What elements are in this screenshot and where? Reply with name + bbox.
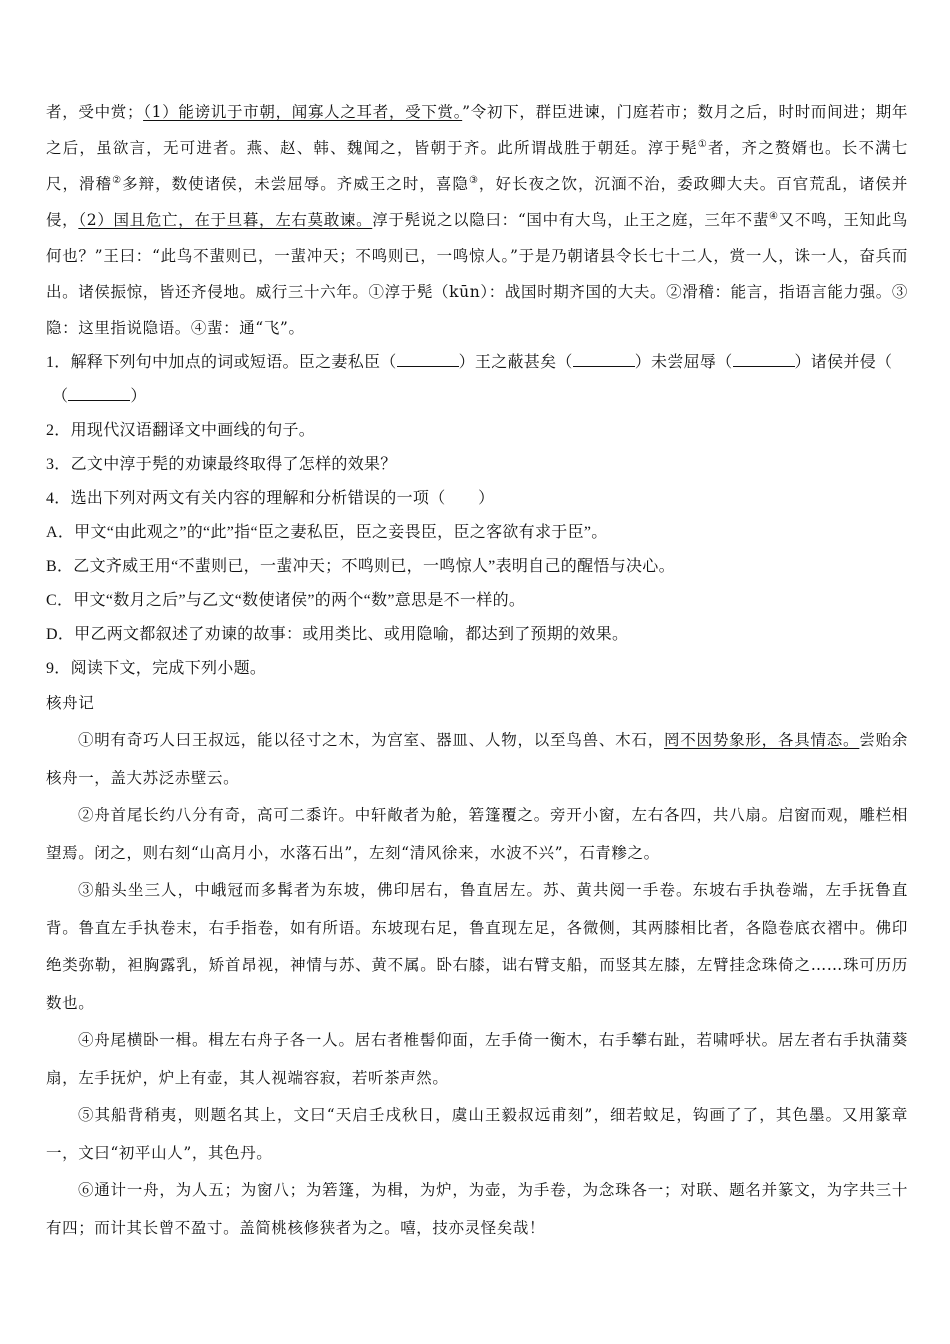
passage-b-text (46, 94, 908, 346)
document-page (46, 94, 908, 1247)
footnote-marker-3: ③ (468, 174, 479, 186)
option-b: B．乙文齐威王用“不蜚则已，一蜚冲天；不鸣则已，一鸣惊人”表明自己的醒悟与决心。 (46, 558, 675, 575)
text-span: ①明有奇巧人曰王叔远，能以径寸之木，为宫室、器皿、人物，以至鸟兽、木石， (78, 731, 664, 749)
article-title: 核舟记 (46, 695, 95, 712)
text-span: 尝贻余核舟一，盖大苏泛赤壁云。 (46, 731, 908, 787)
question-4: 4．选出下列对两文有关内容的理解和分析错误的一项（ ） (46, 490, 495, 507)
text-span: ）诸侯并侵（ (794, 354, 893, 371)
text-span: ”令初下，群臣进谏，门庭若市；数月之后，时时而间进；期年之后，虽欲言，无可进者。燕、赵、韩、魏闻之，皆朝于齐。此所谓战胜于朝廷。淳于髡 (46, 103, 908, 157)
underlined-sentence-2: （2）国且危亡，在于旦暮，左右莫敢谏。 (78, 211, 373, 229)
text-span: 又不鸣，王知此鸟何也？”王曰：“此鸟不蜚则已，一蜚冲天；不鸣则已，一鸣惊人。”于是乃朝诸县令长七十二人，赏一人，诛一人，奋兵而出。诸侯振惊，皆还齐侵地。威行三十六年。①淳于髡（kūn）：战国时期齐国的大夫。②滑稽：能言，指语言能力强。③隐：这里指说隐语。④蜚：通“飞”。 (46, 211, 908, 337)
question-list (46, 346, 908, 686)
option-c: C．甲文“数月之后”与乙文“数使诸侯”的两个“数”意思是不一样的。 (46, 592, 526, 609)
text-span: ）未尝屈辱（ (634, 354, 733, 371)
footnote-marker-2: ② (112, 174, 123, 186)
article-paragraph-1 (46, 722, 908, 797)
article-paragraph-5: ⑤其船背稍夷，则题名其上，文曰“天启壬戌秋日，虞山王毅叔远甫刻”，细若蚊足，钩画了了，其色墨。又用篆章一，文曰“初平山人”，其色丹。 (46, 1106, 908, 1162)
option-d: D．甲乙两文都叙述了劝谏的故事：或用类比、或用隐喻，都达到了预期的效果。 (46, 626, 629, 643)
article-paragraph-3: ③船头坐三人，中峨冠而多髯者为东坡，佛印居右，鲁直居左。苏、黄共阅一手卷。东坡右手执卷端，左手抚鲁直背。鲁直左手执卷末，右手指卷，如有所语。东坡现右足，鲁直现左足，各微侧，其两膝相比者，各隐卷底衣褶中。佛印绝类弥勒，袒胸露乳，矫首昂视，神情与苏、黄不属。卧右膝，诎右臂支船，而竖其左膝，左臂挂念珠倚之……珠可历历数也。 (46, 881, 908, 1012)
answer-blank[interactable] (573, 352, 635, 367)
underlined-sentence-1: （1）能谤讥于市朝，闻寡人之耳者，受下赏。 (143, 103, 463, 121)
question-1: 1．解释下列句中加点的词或短语。臣之妻私臣（ ）王之蔽甚矣（ ）未尝屈辱（ ）诸侯并侵（ （ ） (46, 354, 893, 405)
passage-b (46, 94, 908, 346)
footnote-marker-1: ① (697, 138, 709, 150)
text-span: ） (130, 388, 147, 405)
article-paragraph-2: ②舟首尾长约八分有奇，高可二黍许。中轩敞者为舱，箬篷覆之。旁开小窗，左右各四，共八扇。启窗而观，雕栏相望焉。闭之，则右刻“山高月小，水落石出”，左刻“清风徐来，水波不兴”，石青糁之。 (46, 806, 908, 862)
article-paragraph-4: ④舟尾横卧一楫。楫左右舟子各一人。居右者椎髻仰面，左手倚一衡木，右手攀右趾，若啸呼状。居左者右手执蒲葵扇，左手抚炉，炉上有壶，其人视端容寂，若听茶声然。 (46, 1031, 908, 1087)
option-a: A．甲文“由此观之”的“此”指“臣之妻私臣，臣之妾畏臣，臣之客欲有求于臣”。 (46, 524, 608, 541)
text-span: 淳于髡说之以隐曰：“国中有大鸟，止王之庭，三年不蜚 (372, 211, 770, 229)
answer-blank[interactable] (397, 352, 459, 367)
answer-blank[interactable] (733, 352, 795, 367)
text-span: 多辩，数使诸侯，未尝屈辱。齐威王之时，喜隐 (122, 175, 469, 193)
question-3: 3．乙文中淳于髡的劝谏最终取得了怎样的效果？ (46, 456, 397, 473)
text-span: 者，齐之赘婿也。长不满七尺，滑稽 (46, 139, 909, 193)
text-span: ，好长夜之饮，沉湎不治，委政卿大夫。百官荒乱，诸侯并侵， (46, 175, 908, 229)
footnote-marker-4: ④ (769, 210, 779, 222)
underlined-sentence: 罔不因势象形，各具情态。 (664, 731, 860, 749)
article-paragraph-6: ⑥通计一舟，为人五；为窗八；为箬篷，为楫，为炉，为壶，为手卷，为念珠各一；对联、题名并篆文，为字共三十有四；而计其长曾不盈寸。盖简桃核修狭者为之。嘻，技亦灵怪矣哉！ (46, 1181, 908, 1237)
text-span: ）王之蔽甚矣（ (458, 354, 573, 371)
question-2: 2．用现代汉语翻译文中画线的句子。 (46, 422, 316, 439)
text-span: 1．解释下列句中加点的词或短语。臣之妻私臣（ (46, 354, 397, 371)
question-9: 9．阅读下文，完成下列小题。 (46, 660, 267, 677)
text-span: 者，受中赏； (46, 103, 144, 121)
answer-blank[interactable] (68, 386, 130, 401)
article (46, 686, 908, 1247)
